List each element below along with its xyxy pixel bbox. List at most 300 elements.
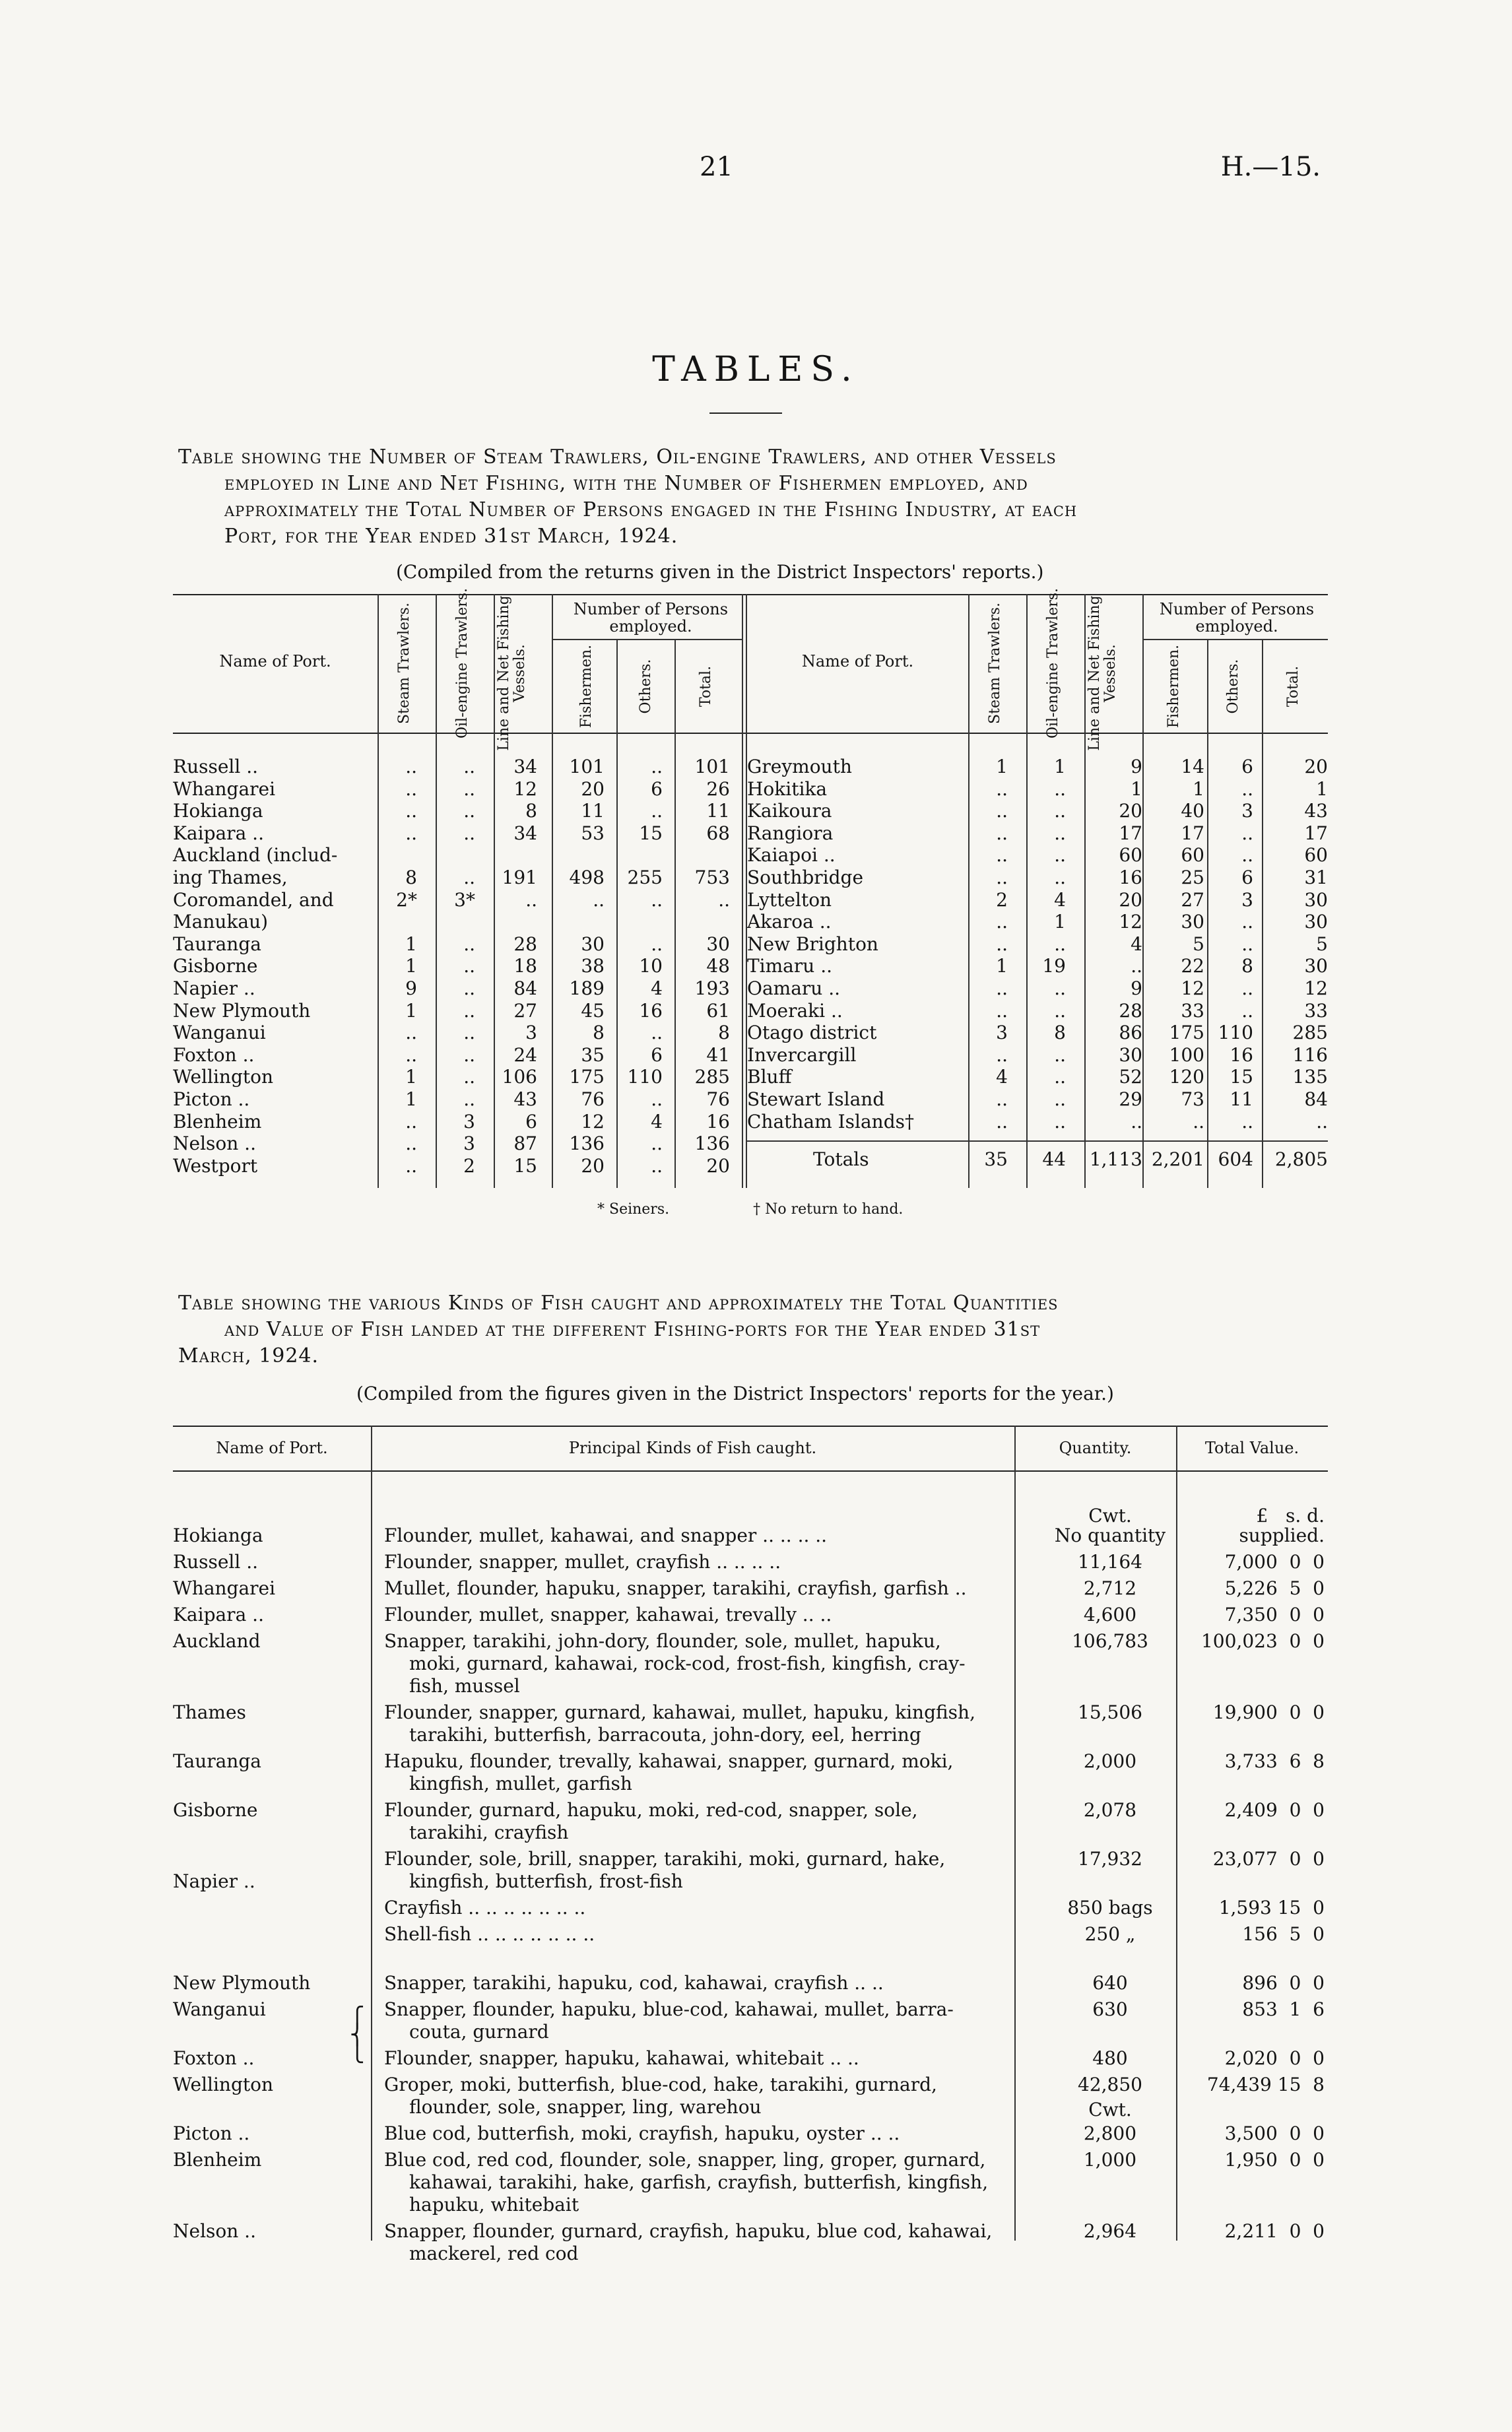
cell-line: 8 [525, 800, 537, 822]
table-row [173, 1088, 754, 1110]
port-name: Whangarei [173, 1577, 276, 1599]
cell-fishermen: 101 [569, 756, 605, 777]
port-name: Picton .. [173, 1088, 250, 1110]
port-name: Gisborne [173, 1799, 258, 1821]
cell-fishermen: 73 [1181, 1088, 1204, 1110]
unit-pounds: £ s. d. [1256, 1505, 1325, 1527]
cell-total: 31 [1304, 867, 1328, 888]
tables-title: TABLES. [652, 350, 860, 389]
cell-line: 86 [1119, 1022, 1142, 1044]
cell-others: .. [1241, 933, 1253, 955]
table-row [747, 933, 1328, 955]
cell-line: .. [525, 888, 537, 911]
fish-kinds-line: kahawai, tarakihi, hake, garfish, crayfish, butterfish, kingfish, [409, 2171, 989, 2193]
table-row [173, 1133, 754, 1154]
cell-line: 28 [1119, 999, 1142, 1022]
cell-others: 4 [651, 977, 663, 999]
port-name: Moeraki .. [747, 999, 843, 1022]
cell-oil: .. [1054, 933, 1066, 955]
cell-steam: .. [996, 911, 1008, 933]
table-row [747, 955, 1328, 977]
cell-total: 30 [1304, 955, 1328, 977]
cell-steam: .. [996, 933, 1008, 955]
total-total: 2,805 [1274, 1148, 1328, 1170]
cell-steam: .. [405, 822, 417, 844]
cell-others: .. [1241, 911, 1253, 933]
caption-line: Table showing the Number of Steam Trawlers, Oil-engine Trawlers, and other Vessels [178, 445, 1057, 469]
cell-steam: 1 [405, 933, 417, 955]
cell-fishermen: 76 [581, 1088, 605, 1110]
cell-others: 6 [651, 1043, 663, 1066]
cell-oil: 3* [454, 888, 475, 911]
cell-fishermen: 17 [1181, 822, 1204, 844]
header-value: Total Value. [1204, 1439, 1299, 1457]
page-code: H.—15. [1220, 152, 1321, 182]
cell-total: 16 [706, 1110, 730, 1133]
header-quantity: Quantity. [1059, 1439, 1132, 1457]
fish-kinds-line: fish, mussel [409, 1675, 520, 1697]
cell-fishermen: 20 [581, 1154, 605, 1177]
cell-total: 48 [706, 955, 730, 977]
port-name: Picton .. [173, 2122, 250, 2144]
total-line: 1,113 [1089, 1148, 1142, 1170]
cell-others: 3 [1241, 888, 1253, 911]
quantity: 17,932 [1078, 1848, 1142, 1870]
cell-others: 6 [1241, 867, 1253, 888]
fish-kinds-line: Mullet, flounder, hapuku, snapper, tarakihi, crayfish, garfish .. [384, 1577, 967, 1599]
cell-line: 60 [1119, 844, 1142, 867]
cell-oil: .. [1054, 800, 1066, 822]
total-value: 7,350 0 0 [1224, 1604, 1325, 1626]
caption-line: March, 1924. [178, 1344, 319, 1367]
total-value: 100,023 0 0 [1200, 1630, 1325, 1652]
cell-others: 3 [1241, 800, 1253, 822]
caption-line: and Value of Fish landed at the different Fishing-ports for the Year ended 31st [224, 1318, 1041, 1341]
cell-total: 285 [1292, 1022, 1328, 1044]
table-row [747, 822, 1328, 844]
cell-steam: .. [405, 1110, 417, 1133]
cell-total: 26 [706, 777, 730, 800]
cell-steam: .. [996, 867, 1008, 888]
table-row [747, 778, 1328, 800]
cell-line: 106 [502, 1066, 537, 1088]
fish-kinds-line: Flounder, snapper, gurnard, kahawai, mullet, hapuku, kingfish, [384, 1701, 975, 1723]
cell-others: 4 [651, 1110, 663, 1133]
cell-oil: .. [463, 1022, 475, 1044]
table-row [173, 778, 754, 800]
total-value: 7,000 0 0 [1224, 1551, 1325, 1573]
table-row [747, 1066, 1328, 1088]
port-name: Hokianga [173, 800, 263, 822]
cell-others: 110 [627, 1066, 663, 1088]
cell-total: 68 [706, 822, 730, 844]
port-name: Rangiora [747, 822, 834, 844]
fish-kinds-line: mackerel, red cod [409, 2243, 579, 2264]
fish-kinds-line: tarakihi, butterfish, barracouta, john-dory, eel, herring [409, 1724, 921, 1746]
port-name: Westport [173, 1154, 258, 1177]
cell-oil: .. [463, 777, 475, 800]
cell-line: 12 [513, 777, 537, 800]
port-name: Invercargill [747, 1043, 857, 1066]
header-total: Total. [698, 665, 714, 707]
header-persons-employed: Number of Persons employed. [573, 600, 729, 636]
cell-oil: 1 [1054, 756, 1066, 777]
table2-caption [178, 1290, 1320, 1369]
cell-steam: 9 [405, 977, 417, 999]
cell-line: 1 [1131, 777, 1142, 800]
port-name: Auckland (includ- [173, 844, 338, 867]
persons-rule [1142, 639, 1328, 640]
quantity: 1,000 [1083, 2149, 1137, 2171]
table-row [173, 911, 754, 933]
cell-line: 16 [1119, 867, 1142, 888]
cell-fishermen: .. [593, 888, 605, 911]
table-row [747, 1111, 1328, 1133]
fish-kinds-line: Crayfish .. .. .. .. .. .. .. [384, 1897, 586, 1919]
total-value: 1,593 15 0 [1218, 1897, 1325, 1919]
cell-others: 16 [639, 999, 663, 1022]
cell-oil: .. [463, 933, 475, 955]
quantity: 11,164 [1078, 1551, 1142, 1573]
cell-others: 11 [1230, 1088, 1253, 1110]
cell-steam: .. [996, 1110, 1008, 1133]
port-name: New Plymouth [173, 999, 311, 1022]
unit-cwt-2: Cwt. [1088, 2099, 1132, 2120]
fish-kinds-line: Snapper, flounder, hapuku, blue-cod, kahawai, mullet, barra- [384, 1998, 954, 2020]
fish-kinds-line: Flounder, mullet, kahawai, and snapper .. .. .. .. [384, 1525, 828, 1546]
total-fishermen: 2,201 [1151, 1148, 1204, 1170]
cell-total: 193 [694, 977, 730, 999]
cell-steam: .. [405, 1154, 417, 1177]
cell-steam: .. [996, 1088, 1008, 1110]
cell-oil: .. [463, 977, 475, 999]
cell-total: 135 [1292, 1066, 1328, 1088]
cell-total: 1 [1316, 777, 1328, 800]
quantity: 630 [1092, 1998, 1128, 2020]
cell-steam: .. [405, 756, 417, 777]
caption-line: employed in Line and Net Fishing, with the Number of Fishermen employed, and [224, 472, 1028, 495]
caption-line: Table showing the various Kinds of Fish caught and approximately the Total Quantities [178, 1292, 1059, 1315]
cell-total: 5 [1316, 933, 1328, 955]
cell-total: .. [718, 888, 730, 911]
table-row [747, 756, 1328, 777]
header-oil-engine-trawlers: Oil-engine Trawlers. [454, 587, 471, 739]
total-value: 23,077 0 0 [1212, 1848, 1325, 1870]
cell-line: 6 [525, 1110, 537, 1133]
cell-others: .. [651, 888, 663, 911]
cell-oil: .. [463, 955, 475, 977]
cell-fishermen: 136 [569, 1133, 605, 1155]
port-name: Hokitika [747, 777, 828, 800]
cell-line: 191 [502, 867, 537, 888]
port-name: Blenheim [173, 2149, 262, 2171]
total-others: 604 [1218, 1148, 1253, 1170]
port-name: Bluff [747, 1066, 792, 1088]
total-value: 74,439 15 8 [1206, 2074, 1325, 2095]
table-row [747, 977, 1328, 999]
table-row [173, 977, 754, 999]
footnote-no-return: † No return to hand. [753, 1201, 904, 1218]
cell-steam: 1 [996, 955, 1008, 977]
header-total: Total. [1285, 665, 1301, 707]
cell-others: .. [651, 1154, 663, 1177]
cell-oil: .. [463, 800, 475, 822]
table-row [173, 1066, 754, 1088]
port-name: Lyttelton [747, 888, 832, 911]
fish-kinds-line: Shell-fish .. .. .. .. .. .. .. [384, 1923, 595, 1945]
table-rule-header [173, 1470, 1328, 1472]
cell-line: 9 [1131, 977, 1142, 999]
cell-line: 15 [513, 1154, 537, 1177]
total-value: 896 0 0 [1242, 1972, 1325, 1994]
port-name: Napier .. [173, 977, 255, 999]
port-name: ing Thames, [173, 867, 288, 888]
port-name: Tauranga [173, 1750, 261, 1772]
cell-oil: 3 [463, 1110, 475, 1133]
cell-fishermen: 30 [581, 933, 605, 955]
table-row [747, 844, 1328, 866]
cell-others: .. [651, 1133, 663, 1155]
table-row [173, 1044, 754, 1066]
cell-oil: .. [463, 999, 475, 1022]
cell-total: 20 [1304, 756, 1328, 777]
cell-fishermen: 12 [581, 1110, 605, 1133]
cell-line: 17 [1119, 822, 1142, 844]
cell-oil: 3 [463, 1133, 475, 1155]
port-name: Auckland [173, 1630, 261, 1652]
fish-kinds-line: Groper, moki, butterfish, blue-cod, hake, tarakihi, gurnard, [384, 2074, 937, 2095]
table1-compiled-note: (Compiled from the returns given in the District Inspectors' reports.) [396, 561, 1044, 583]
cell-oil: .. [463, 822, 475, 844]
cell-total: 20 [706, 1154, 730, 1177]
total-value: 2,020 0 0 [1224, 2047, 1325, 2069]
cell-oil: 19 [1042, 955, 1066, 977]
total-steam: 35 [984, 1148, 1008, 1170]
cell-total: 33 [1304, 999, 1328, 1022]
cell-line: 4 [1131, 933, 1142, 955]
cell-line: 3 [525, 1022, 537, 1044]
cell-steam: 1 [405, 955, 417, 977]
fish-kinds-line: Flounder, snapper, hapuku, kahawai, whitebait .. .. [384, 2047, 859, 2069]
table-rule-header [173, 733, 1328, 734]
caption-line: Port, for the Year ended 31st March, 1924. [224, 525, 678, 548]
port-name: Timaru .. [747, 955, 832, 977]
cell-others: .. [651, 800, 663, 822]
cell-oil: .. [1054, 844, 1066, 867]
cell-line: 27 [513, 999, 537, 1022]
table-row [173, 844, 754, 866]
cell-oil: .. [1054, 1110, 1066, 1133]
cell-steam: .. [405, 1043, 417, 1066]
header-fishermen: Fishermen. [1166, 644, 1182, 729]
cell-steam: 4 [996, 1066, 1008, 1088]
fish-kinds-line: Flounder, sole, brill, snapper, tarakihi, moki, gurnard, hake, [384, 1848, 946, 1870]
port-name: Hokianga [173, 1525, 263, 1546]
cell-total: 30 [1304, 888, 1328, 911]
cell-fishermen: 40 [1181, 800, 1204, 822]
header-steam-trawlers: Steam Trawlers. [987, 603, 1003, 724]
cell-total: 30 [1304, 911, 1328, 933]
cell-steam: 2 [996, 888, 1008, 911]
quantity: 2,712 [1083, 1577, 1137, 1599]
cell-fishermen: 20 [581, 777, 605, 800]
totals-row [747, 1148, 1328, 1170]
totals-rule [747, 1140, 1328, 1142]
cell-oil: .. [463, 1066, 475, 1088]
total-oil: 44 [1042, 1148, 1066, 1170]
cell-fishermen: 53 [581, 822, 605, 844]
cell-total: 60 [1304, 844, 1328, 867]
cell-oil: 1 [1054, 911, 1066, 933]
table2 [173, 1426, 1328, 2350]
fish-kinds-line: Blue cod, red cod, flounder, sole, snapper, ling, groper, gurnard, [384, 2149, 986, 2171]
quantity: 250 „ [1084, 1923, 1136, 1945]
cell-steam: 1 [405, 1066, 417, 1088]
header-others: Others. [1225, 659, 1241, 714]
port-name: New Brighton [747, 933, 878, 955]
cell-line: 9 [1131, 756, 1142, 777]
cell-total: 43 [1304, 800, 1328, 822]
cell-oil: .. [1054, 1043, 1066, 1066]
cell-fishermen: 38 [581, 955, 605, 977]
cell-total: 41 [706, 1043, 730, 1066]
unit-cwt: Cwt. [1088, 1505, 1132, 1527]
cell-line: 24 [513, 1043, 537, 1066]
total-value: 3,733 6 8 [1224, 1750, 1325, 1772]
port-name: Southbridge [747, 867, 864, 888]
cell-steam: .. [996, 777, 1008, 800]
total-value: 853 1 6 [1242, 1998, 1325, 2020]
port-name: Manukau) [173, 911, 269, 933]
cell-steam: .. [996, 1043, 1008, 1066]
cell-others: .. [651, 1088, 663, 1110]
cell-oil: 2 [463, 1154, 475, 1177]
cell-steam: .. [405, 1133, 417, 1155]
cell-fishermen: 30 [1181, 911, 1204, 933]
cell-line: 20 [1119, 800, 1142, 822]
cell-oil: .. [1054, 999, 1066, 1022]
cell-steam: .. [405, 777, 417, 800]
port-name: Akaroa .. [747, 911, 832, 933]
port-name: Foxton .. [173, 1043, 255, 1066]
cell-fishermen: 11 [581, 800, 605, 822]
header-port: Name of Port. [216, 1439, 328, 1457]
cell-fishermen: 189 [569, 977, 605, 999]
cell-others: .. [1241, 822, 1253, 844]
header-persons-employed: Number of Persons employed. [1159, 600, 1315, 636]
port-name: Thames [173, 1701, 246, 1723]
persons-rule [552, 639, 742, 640]
table-row [747, 889, 1328, 911]
fish-kinds-line: kingfish, butterfish, frost-fish [409, 1870, 683, 1892]
fish-kinds-line: hapuku, whitebait [409, 2194, 579, 2216]
cell-total: 30 [706, 933, 730, 955]
table-rule-top [173, 594, 1328, 595]
total-value: 2,409 0 0 [1224, 1799, 1325, 1821]
cell-total: 136 [694, 1133, 730, 1155]
cell-others: 16 [1230, 1043, 1253, 1066]
cell-others: .. [1241, 844, 1253, 867]
port-name: Nelson .. [173, 2220, 256, 2242]
fish-kinds-line: moki, gurnard, kahawai, rock-cod, frost-fish, kingfish, cray- [409, 1653, 966, 1674]
table-row [173, 800, 754, 822]
cell-line: 30 [1119, 1043, 1142, 1066]
cell-line: .. [1131, 955, 1142, 977]
quantity: 2,800 [1083, 2122, 1137, 2144]
port-name: Stewart Island [747, 1088, 885, 1110]
cell-fishermen: 60 [1181, 844, 1204, 867]
cell-fishermen: 5 [1193, 933, 1204, 955]
port-name: Wanganui [173, 1022, 266, 1044]
cell-steam: 3 [996, 1022, 1008, 1044]
cell-others: .. [1241, 977, 1253, 999]
table-row [173, 955, 754, 977]
cell-fishermen: 22 [1181, 955, 1204, 977]
cell-total: 61 [706, 999, 730, 1022]
footnotes [597, 1201, 982, 1218]
total-value: 19,900 0 0 [1212, 1701, 1325, 1723]
fish-kinds-line: couta, gurnard [409, 2021, 549, 2043]
cell-steam: .. [405, 1022, 417, 1044]
header-steam-trawlers: Steam Trawlers. [396, 603, 412, 724]
cell-total: 285 [694, 1066, 730, 1088]
cell-fishermen: 25 [1181, 867, 1204, 888]
port-name: Foxton .. [173, 2047, 255, 2069]
table2-compiled-note: (Compiled from the figures given in the District Inspectors' reports for the year.) [356, 1383, 1114, 1404]
footnote-seiners: * Seiners. [597, 1201, 670, 1218]
cell-fishermen: 120 [1169, 1066, 1204, 1088]
cell-others: 10 [639, 955, 663, 977]
cell-fishermen: 100 [1169, 1043, 1204, 1066]
cell-others: 15 [1230, 1066, 1253, 1088]
cell-others: 6 [1241, 756, 1253, 777]
header-line-net-vessels: Line and Net Fishing Vessels. [1086, 595, 1119, 751]
port-name: Tauranga [173, 933, 261, 955]
fish-kinds-line: Blue cod, butterfish, moki, crayfish, hapuku, oyster .. .. [384, 2122, 900, 2144]
table-row [173, 1155, 754, 1177]
cell-line: 34 [513, 756, 537, 777]
header-name-of-port: Name of Port. [801, 652, 914, 671]
cell-line: 18 [513, 955, 537, 977]
table-row [747, 1000, 1328, 1022]
port-name: Nelson .. [173, 1133, 256, 1155]
port-name: Oamaru .. [747, 977, 841, 999]
port-name: Kaiapoi .. [747, 844, 836, 867]
quantity: 4,600 [1083, 1604, 1137, 1626]
cell-oil: .. [1054, 867, 1066, 888]
cell-others: .. [651, 933, 663, 955]
cell-oil: .. [1054, 1066, 1066, 1088]
total-value: 2,211 0 0 [1224, 2220, 1325, 2242]
table-row [173, 889, 754, 911]
cell-others: .. [1241, 1110, 1253, 1133]
cell-others: 6 [651, 777, 663, 800]
quantity: 15,506 [1078, 1701, 1142, 1723]
cell-steam: .. [996, 822, 1008, 844]
cell-others: .. [651, 1022, 663, 1044]
cell-fishermen: 8 [593, 1022, 605, 1044]
cell-others: .. [651, 756, 663, 777]
cell-steam: 2* [396, 888, 417, 911]
fish-kinds-line: Snapper, flounder, gurnard, crayfish, hapuku, blue cod, kahawai, [384, 2220, 993, 2242]
fish-kinds-line: Flounder, mullet, snapper, kahawai, trevally .. .. [384, 1604, 832, 1626]
fish-kinds-line: Snapper, tarakihi, hapuku, cod, kahawai, crayfish .. .. [384, 1972, 884, 1994]
cell-line: 43 [513, 1088, 537, 1110]
quantity: 850 bags [1067, 1897, 1153, 1919]
port-name: New Plymouth [173, 1972, 311, 1994]
header-kinds: Principal Kinds of Fish caught. [568, 1439, 817, 1457]
quantity: 42,850 [1078, 2074, 1142, 2095]
